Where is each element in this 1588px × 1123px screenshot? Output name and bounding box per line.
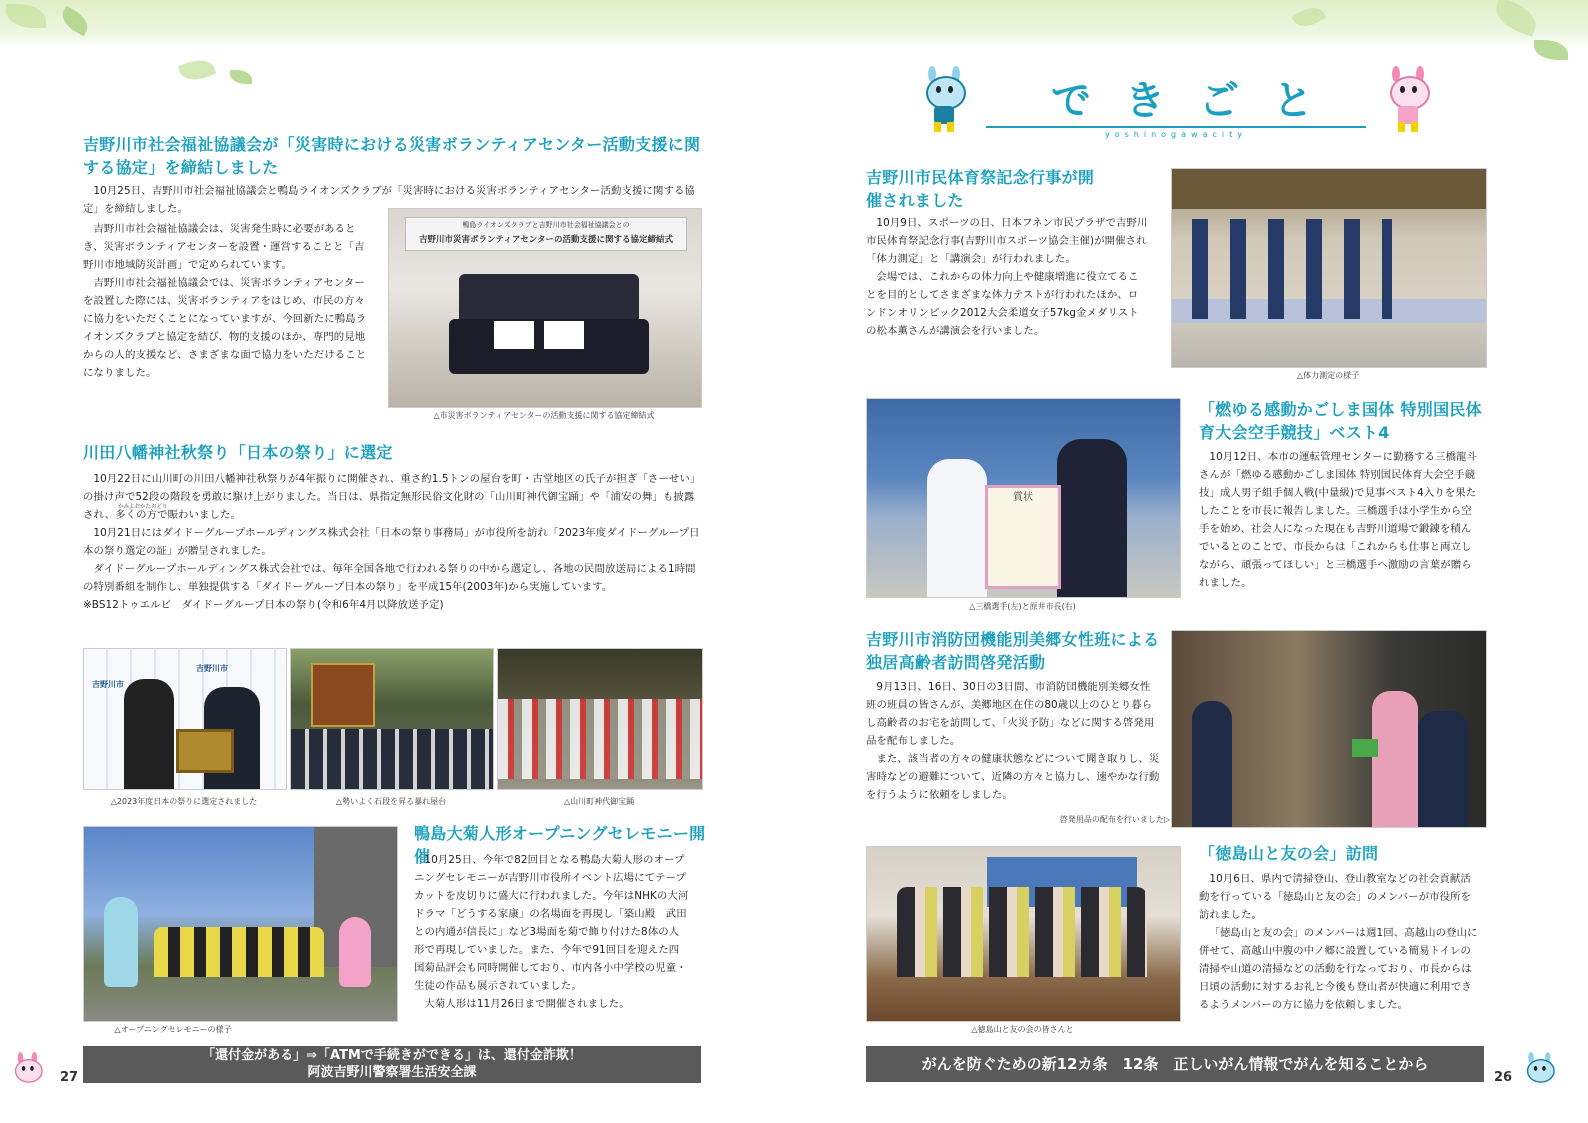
karate-photo — [866, 398, 1181, 598]
article-title: 鴨島大菊人形オープニングセレモニー開催 — [414, 824, 706, 866]
photo-caption: △市災害ボランティアセンターの活動支援に関する協定締結式 — [433, 411, 655, 420]
person — [124, 679, 174, 789]
dance-photo — [497, 648, 703, 790]
page-number: 26 — [1494, 1070, 1513, 1085]
article-body: 10月9日、スポーツの日、日本フネン市民プラザで吉野川市民体育祭記念行事(吉野川市スポーツ協会主催)が開催され「体力測定」と「講演会」が行われました。 会場では、これからの体力向上や健康増進に役立てることを目的としてさまざまな体力テストが行われたほか、ロンドンオリンピック2012大会柔道女子57kg金メダリストの松本薫さんが講演会を行いました。 — [866, 217, 1148, 337]
ruby-text: かみよおかたおどり — [118, 504, 168, 510]
leaf-decoration — [0, 0, 794, 48]
photo-banner: 鴨島ライオンズクラブと吉野川市社会福祉協議会との 吉野川市災害ボランティアセンターの活動支援に関する協定締結式 — [405, 217, 687, 251]
fitness-photo — [1171, 168, 1487, 368]
photo-caption: △体力測定の様子 — [1296, 371, 1360, 380]
award-certificate: 賞状 — [985, 485, 1061, 589]
firefighter — [1418, 711, 1468, 827]
article-title: 「燃ゆる感動かごしま国体 特別国民体育大会空手競技」ベスト4 — [1199, 400, 1482, 442]
article-body: 10月22日に山川町の川田八幡神社秋祭りが4年振りに開催され、重さ約1.5トンの屋台を町・古堂地区の氏子が担ぎ「さーせい」の掛け声で52段の階段を勇敢に駆け上がりました。当日は、県指定無形民俗文化財の「山川町神代御宝踊」や「浦安の舞」も披露され、多くの方で賑わいました。 10月21日にはダイドーグループホールディングス株式会社「日本の祭り事務局」が市役所を訪れ「2023年度ダイドーグループ日本の祭り選定の証」が贈呈されました。 ダイドーグループホールディングス株式会社では、毎年全国各地で行われる祭りの中から選定し、各地の民間放送局による1時間の特別番組を制作し、単独提供する「ダイドーグループ日本の祭り」を平成15年(2003年)から実施しています。 ※BS12トゥエルビ ダイドーグループ日本の祭り(令和6年4月以降放送予定) — [83, 470, 703, 614]
leaf-icon — [178, 55, 217, 85]
photo-caption: △山川町神代御宝踊 — [563, 797, 635, 806]
leaf-decoration — [794, 0, 1588, 48]
mascot-icon — [922, 66, 966, 132]
group-members — [897, 887, 1147, 977]
crowd — [291, 729, 493, 789]
photo-caption: 啓発用品の配布を行いました▷ — [1059, 815, 1170, 824]
mayor — [1057, 439, 1127, 597]
article-body: 10月6日、県内で清掃登山、登山教室などの社会貢献活動を行っている「徳島山と友の会」のメンバーが市役所を訪れました。 「徳島山と友の会」のメンバーは週1回、高越山の登山に併せて、高越山中腹の中ノ郷に設置している簡易トイレの清掃や山道の清掃などの活動を行なっており、市長からは日頃の活動に対するお礼と今後も登山者が快適に利用できるようメンバーの方に協力を依頼しました。 — [1199, 873, 1478, 1011]
article-body: 10月25日、今年で82回目となる鴨島大菊人形のオープニングセレモニーが吉野川市役所イベント広場にてテープカットを皮切りに盛大に行われました。今年はNHKの大河ドラマ「どうする家康」の名場面を再現し「築山殿 武田との内通が信長に」など3場面を菊で飾り付けた8体の人形で再現していました。また、今年で91回目を迎えた四国菊品評会も同時開催しており、市内各小中学校の児童・生徒の作品も展示されていました。 大菊人形は11月26日まで開催されました。 — [414, 854, 689, 1010]
visit-photo — [1171, 630, 1487, 828]
footer-banner: 「還付金がある」⇒「ATMで手続きができる」は、還付金詐欺！ 阿波吉野川警察署生活安全課 — [83, 1046, 701, 1083]
agreement-photo — [388, 208, 702, 408]
firefighter — [1192, 701, 1232, 827]
certificate-photo — [83, 648, 287, 790]
dancers — [498, 699, 702, 779]
mascot-icon — [1386, 66, 1430, 132]
article-title: 吉野川市民体育祭記念行事が開催されました — [866, 168, 1095, 210]
hall-ceiling — [1172, 169, 1486, 209]
backdrop-text: 吉野川市 — [196, 664, 228, 673]
photo-caption: △三橋選手(左)と原井市長(右) — [969, 602, 1076, 611]
right-page — [794, 0, 1588, 1123]
broadcast-note: ※BS12トゥエルビ ダイドーグループ日本の祭り(令和6年4月以降放送予定) — [83, 599, 444, 611]
article-body: 9月13日、16日、30日の3日間、市消防団機能別美郷女性班の班員の皆さんが、美郷地区在住の80歳以上のひとり暮らし高齢者のお宅を訪問して、「火災予防」などに関する啓発用品を配布しました。 また、該当者の方々の健康状態などについて聞き取りし、災害時などの避難について、近隣の方々と協力し、速やかな行動を行うように依頼をしました。 — [866, 681, 1160, 801]
article-title: 川田八幡神社秋祭り「日本の祭り」に選定 — [83, 443, 393, 462]
festival-float — [311, 663, 375, 727]
article-body: 吉野川市社会福祉協議会は、災害発生時に必要があるとき、災害ボランティアセンターを設置・運営することと「吉野川市地域防災計画」で定められています。 吉野川市社会福祉協議会では、災害ボランティアセンターを設置した際には、災害ボランティアをはじめ、市民の方々に協力をいただくことになっていますが、今回新たに鴨島ライオンズクラブと協定を結び、物的支援のほか、専門的見地からの人的支援など、さまざまな面で協力をいただけることになりました。 — [83, 223, 367, 379]
page-number: 27 — [60, 1070, 79, 1085]
participants — [1192, 219, 1392, 319]
section-title: できごと — [1051, 78, 1347, 124]
photo-caption: △勢いよく石段を昇る暴れ屋台 — [335, 797, 447, 806]
mascot-costume — [339, 917, 371, 987]
article-body: 10月12日、本市の運転管理センターに勤務する三橋龍斗さんが「燃ゆる感動かごしま国体 特別国民体育大会空手競技」成人男子組手個人戦(中量級)で見事ベスト4入りを果たしたことを市長に報告しました。三橋選手は小学生から空手を始め、社会人になった現在も吉野川道場で鍛錬を積んでいるとのことで、市長からは「これからも仕事と両立しながら、頑張ってほしい」と三橋選手へ激励の言葉が贈られました。 — [1199, 451, 1478, 589]
certificate-frame — [176, 729, 234, 773]
photo-caption: △徳島山と友の会の皆さんと — [971, 1025, 1074, 1034]
leaf-icon — [230, 70, 252, 84]
leaflet-bag — [1352, 739, 1378, 757]
article-lead: 10月25日、吉野川市社会福祉協議会と鴨島ライオンズクラブが「災害時における災害ボランティアセンター活動支援に関する協定」を締結しました。 — [83, 185, 695, 215]
title-rule — [986, 126, 1366, 128]
ceremony-photo — [83, 826, 398, 1022]
mascot-icon — [12, 1052, 43, 1098]
section-subtitle: yoshinogawacity — [1105, 130, 1247, 139]
athlete — [927, 459, 987, 597]
mascot-costume — [104, 897, 138, 987]
group-photo — [866, 846, 1181, 1022]
footer-banner: がんを防ぐための新12カ条 12条 正しいがん情報でがんを知ることから — [866, 1046, 1484, 1082]
backdrop-text: 吉野川市 — [92, 680, 124, 689]
photo-caption: △2023年度日本の祭りに選定されました — [110, 797, 258, 806]
agreement-document — [494, 321, 534, 349]
article-title: 吉野川市社会福祉協議会が「災害時における災害ボランティアセンター活動支援に関する協定」を締結しました — [83, 135, 701, 177]
photo-caption: △オープニングセレモニーの様子 — [114, 1025, 232, 1034]
article-title: 吉野川市消防団機能別美郷女性班による独居高齢者訪問啓発活動 — [866, 630, 1160, 672]
ceremony-people — [154, 927, 324, 977]
article-title: 「徳島山と友の会」訪問 — [1199, 844, 1379, 863]
agreement-document — [544, 321, 584, 349]
float-photo — [290, 648, 494, 790]
mascot-icon — [1524, 1052, 1555, 1098]
resident — [1372, 691, 1418, 827]
